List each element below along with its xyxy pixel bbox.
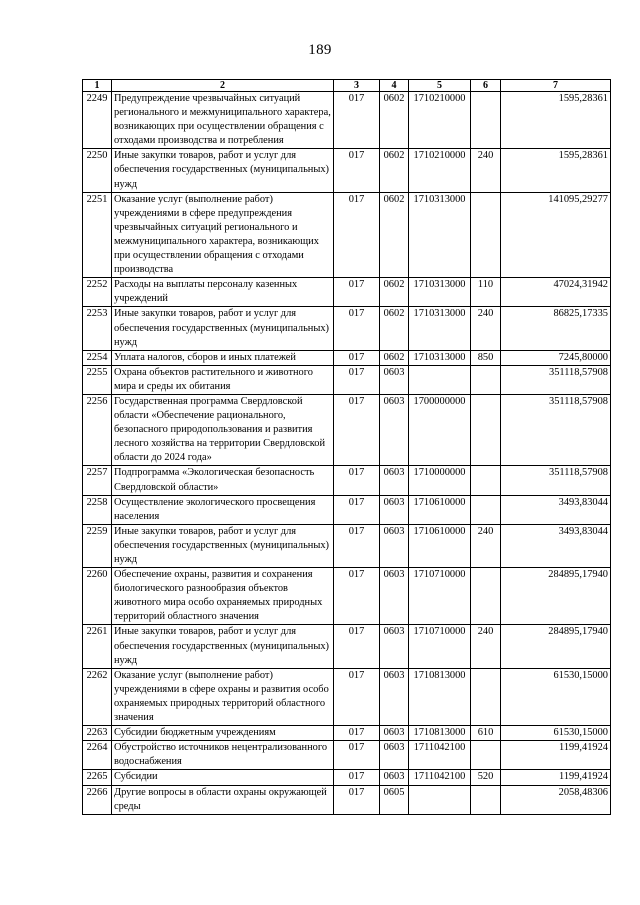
row-number: 2262 bbox=[83, 668, 112, 725]
row-number: 2252 bbox=[83, 278, 112, 307]
row-expense-type: 240 bbox=[471, 307, 501, 350]
row-target-code: 1710313000 bbox=[409, 192, 471, 278]
table-row bbox=[83, 466, 611, 495]
row-section-code: 0603 bbox=[380, 365, 409, 394]
row-name: Оказание услуг (выполнение работ) учреждениями в сфере предупреждения чрезвычайных ситуаций регионального и межмуниципального характера, возникающих при осуществлении обращения с отходами производства bbox=[112, 192, 334, 278]
row-target-code: 1710210000 bbox=[409, 92, 471, 149]
header-row bbox=[83, 80, 611, 92]
row-amount: 2058,48306 bbox=[501, 785, 611, 814]
header-col-6: 6 bbox=[471, 80, 501, 92]
row-number: 2251 bbox=[83, 192, 112, 278]
row-amount: 351118,57908 bbox=[501, 365, 611, 394]
header-col-1: 1 bbox=[83, 80, 112, 92]
row-amount: 284895,17940 bbox=[501, 625, 611, 668]
row-admin-code: 017 bbox=[334, 524, 380, 567]
row-amount: 61530,15000 bbox=[501, 668, 611, 725]
table-row bbox=[83, 625, 611, 668]
row-number: 2261 bbox=[83, 625, 112, 668]
row-section-code: 0603 bbox=[380, 726, 409, 741]
row-name: Расходы на выплаты персоналу казенных учреждений bbox=[112, 278, 334, 307]
row-expense-type: 520 bbox=[471, 770, 501, 785]
row-section-code: 0602 bbox=[380, 149, 409, 192]
row-name: Осуществление экологического просвещения населения bbox=[112, 495, 334, 524]
row-number: 2257 bbox=[83, 466, 112, 495]
row-target-code: 1710313000 bbox=[409, 278, 471, 307]
row-section-code: 0602 bbox=[380, 350, 409, 365]
table-row bbox=[83, 785, 611, 814]
row-number: 2259 bbox=[83, 524, 112, 567]
row-section-code: 0603 bbox=[380, 524, 409, 567]
table-row bbox=[83, 278, 611, 307]
row-admin-code: 017 bbox=[334, 92, 380, 149]
row-expense-type bbox=[471, 92, 501, 149]
row-target-code: 1710710000 bbox=[409, 625, 471, 668]
row-number: 2266 bbox=[83, 785, 112, 814]
row-name: Государственная программа Свердловской области «Обеспечение рационального, безопасного природопользования и развития лесного хозяйства на территории Свердловской области до 2024 года» bbox=[112, 394, 334, 465]
row-name: Обеспечение охраны, развития и сохранения биологического разнообразия объектов животного мира особо охраняемых природных территорий областного значения bbox=[112, 568, 334, 625]
row-target-code: 1710210000 bbox=[409, 149, 471, 192]
row-target-code: 1710313000 bbox=[409, 350, 471, 365]
row-section-code: 0603 bbox=[380, 394, 409, 465]
row-name: Иные закупки товаров, работ и услуг для обеспечения государственных (муниципальных) нужд bbox=[112, 524, 334, 567]
row-section-code: 0603 bbox=[380, 770, 409, 785]
row-number: 2260 bbox=[83, 568, 112, 625]
row-target-code: 1710313000 bbox=[409, 307, 471, 350]
row-expense-type: 110 bbox=[471, 278, 501, 307]
table-row bbox=[83, 394, 611, 465]
table-row bbox=[83, 92, 611, 149]
row-admin-code: 017 bbox=[334, 192, 380, 278]
row-amount: 1199,41924 bbox=[501, 770, 611, 785]
row-amount: 3493,83044 bbox=[501, 495, 611, 524]
row-amount: 351118,57908 bbox=[501, 466, 611, 495]
row-section-code: 0602 bbox=[380, 192, 409, 278]
row-number: 2249 bbox=[83, 92, 112, 149]
row-section-code: 0605 bbox=[380, 785, 409, 814]
row-expense-type: 240 bbox=[471, 149, 501, 192]
row-name: Субсидии бюджетным учреждениям bbox=[112, 726, 334, 741]
row-name: Предупреждение чрезвычайных ситуаций регионального и межмуниципального характера, возникающих при осуществлении обращения с отходами производства и потребления bbox=[112, 92, 334, 149]
row-section-code: 0602 bbox=[380, 278, 409, 307]
row-name: Оказание услуг (выполнение работ) учреждениями в сфере охраны и развития особо охраняемых природных территорий областного значения bbox=[112, 668, 334, 725]
table-row bbox=[83, 350, 611, 365]
row-number: 2250 bbox=[83, 149, 112, 192]
row-admin-code: 017 bbox=[334, 149, 380, 192]
table-row bbox=[83, 668, 611, 725]
row-section-code: 0603 bbox=[380, 741, 409, 770]
row-target-code: 1710610000 bbox=[409, 495, 471, 524]
row-amount: 284895,17940 bbox=[501, 568, 611, 625]
table-row bbox=[83, 741, 611, 770]
row-name: Иные закупки товаров, работ и услуг для обеспечения государственных (муниципальных) нужд bbox=[112, 149, 334, 192]
row-admin-code: 017 bbox=[334, 278, 380, 307]
budget-table bbox=[82, 79, 611, 815]
row-expense-type bbox=[471, 394, 501, 465]
row-number: 2254 bbox=[83, 350, 112, 365]
row-amount: 47024,31942 bbox=[501, 278, 611, 307]
row-target-code: 1711042100 bbox=[409, 770, 471, 785]
row-amount: 1199,41924 bbox=[501, 741, 611, 770]
row-amount: 1595,28361 bbox=[501, 92, 611, 149]
row-target-code: 1700000000 bbox=[409, 394, 471, 465]
row-expense-type bbox=[471, 741, 501, 770]
header-col-5: 5 bbox=[409, 80, 471, 92]
row-section-code: 0602 bbox=[380, 92, 409, 149]
row-number: 2253 bbox=[83, 307, 112, 350]
table-row bbox=[83, 524, 611, 567]
row-target-code: 1710710000 bbox=[409, 568, 471, 625]
row-admin-code: 017 bbox=[334, 495, 380, 524]
row-name: Другие вопросы в области охраны окружающей среды bbox=[112, 785, 334, 814]
row-name: Обустройство источников нецентрализованного водоснабжения bbox=[112, 741, 334, 770]
row-target-code: 1710813000 bbox=[409, 726, 471, 741]
row-admin-code: 017 bbox=[334, 350, 380, 365]
row-target-code bbox=[409, 785, 471, 814]
row-amount: 351118,57908 bbox=[501, 394, 611, 465]
row-amount: 86825,17335 bbox=[501, 307, 611, 350]
table-row bbox=[83, 568, 611, 625]
row-admin-code: 017 bbox=[334, 394, 380, 465]
row-expense-type bbox=[471, 495, 501, 524]
row-expense-type: 240 bbox=[471, 524, 501, 567]
row-number: 2265 bbox=[83, 770, 112, 785]
page-number: 189 bbox=[308, 42, 332, 58]
row-number: 2256 bbox=[83, 394, 112, 465]
row-number: 2263 bbox=[83, 726, 112, 741]
row-target-code: 1711042100 bbox=[409, 741, 471, 770]
table-header bbox=[83, 80, 611, 92]
row-section-code: 0603 bbox=[380, 568, 409, 625]
row-admin-code: 017 bbox=[334, 726, 380, 741]
table-row bbox=[83, 726, 611, 741]
row-number: 2258 bbox=[83, 495, 112, 524]
row-amount: 3493,83044 bbox=[501, 524, 611, 567]
row-amount: 1595,28361 bbox=[501, 149, 611, 192]
row-expense-type: 610 bbox=[471, 726, 501, 741]
header-col-2: 2 bbox=[112, 80, 334, 92]
row-name: Иные закупки товаров, работ и услуг для обеспечения государственных (муниципальных) нужд bbox=[112, 625, 334, 668]
row-name: Охрана объектов растительного и животного мира и среды их обитания bbox=[112, 365, 334, 394]
row-target-code: 1710000000 bbox=[409, 466, 471, 495]
table-row bbox=[83, 192, 611, 278]
row-admin-code: 017 bbox=[334, 365, 380, 394]
row-amount: 61530,15000 bbox=[501, 726, 611, 741]
row-section-code: 0603 bbox=[380, 466, 409, 495]
row-section-code: 0603 bbox=[380, 625, 409, 668]
row-admin-code: 017 bbox=[334, 568, 380, 625]
row-number: 2264 bbox=[83, 741, 112, 770]
row-section-code: 0603 bbox=[380, 495, 409, 524]
row-expense-type bbox=[471, 192, 501, 278]
row-target-code: 1710813000 bbox=[409, 668, 471, 725]
table-row bbox=[83, 495, 611, 524]
row-section-code: 0603 bbox=[380, 668, 409, 725]
row-target-code bbox=[409, 365, 471, 394]
row-name: Подпрограмма «Экологическая безопасность Свердловской области» bbox=[112, 466, 334, 495]
row-admin-code: 017 bbox=[334, 785, 380, 814]
table-row bbox=[83, 365, 611, 394]
row-admin-code: 017 bbox=[334, 625, 380, 668]
row-amount: 141095,29277 bbox=[501, 192, 611, 278]
header-col-4: 4 bbox=[380, 80, 409, 92]
row-admin-code: 017 bbox=[334, 466, 380, 495]
table-row bbox=[83, 149, 611, 192]
row-section-code: 0602 bbox=[380, 307, 409, 350]
header-col-7: 7 bbox=[501, 80, 611, 92]
table-body bbox=[83, 92, 611, 815]
row-admin-code: 017 bbox=[334, 307, 380, 350]
table-row bbox=[83, 770, 611, 785]
row-expense-type bbox=[471, 466, 501, 495]
row-admin-code: 017 bbox=[334, 770, 380, 785]
row-expense-type bbox=[471, 365, 501, 394]
row-expense-type: 850 bbox=[471, 350, 501, 365]
row-target-code: 1710610000 bbox=[409, 524, 471, 567]
row-number: 2255 bbox=[83, 365, 112, 394]
header-col-3: 3 bbox=[334, 80, 380, 92]
row-admin-code: 017 bbox=[334, 741, 380, 770]
table-row bbox=[83, 307, 611, 350]
row-name: Иные закупки товаров, работ и услуг для обеспечения государственных (муниципальных) нужд bbox=[112, 307, 334, 350]
row-expense-type bbox=[471, 785, 501, 814]
row-amount: 7245,80000 bbox=[501, 350, 611, 365]
row-expense-type: 240 bbox=[471, 625, 501, 668]
row-name: Уплата налогов, сборов и иных платежей bbox=[112, 350, 334, 365]
row-name: Субсидии bbox=[112, 770, 334, 785]
row-expense-type bbox=[471, 568, 501, 625]
row-expense-type bbox=[471, 668, 501, 725]
row-admin-code: 017 bbox=[334, 668, 380, 725]
